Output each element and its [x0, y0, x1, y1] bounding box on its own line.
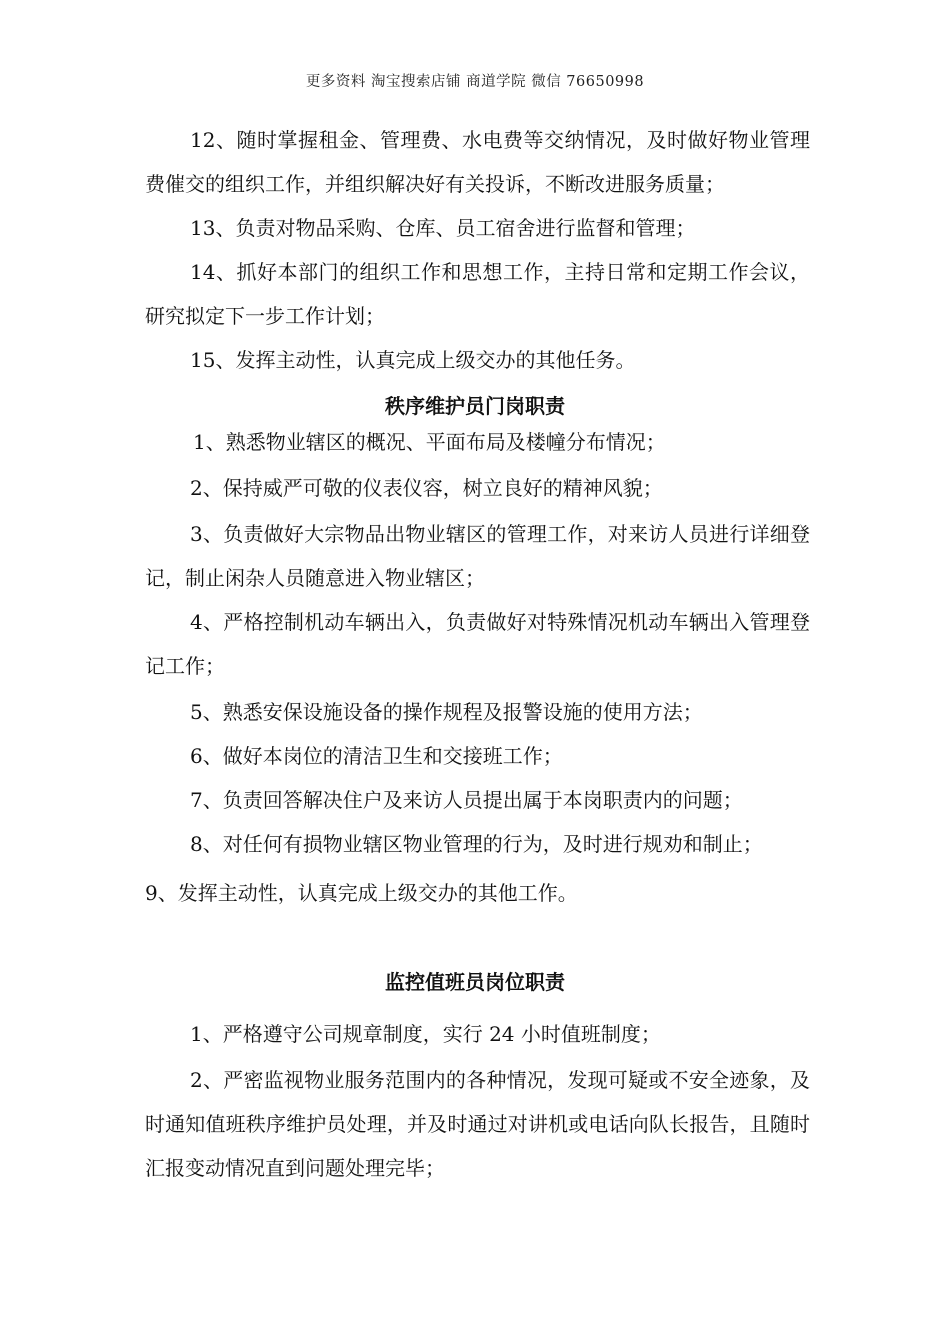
paragraph-item-13: 13、负责对物品采购、仓库、员工宿舍进行监督和管理； [190, 216, 696, 240]
page-header: 更多资料 淘宝搜索店铺 商道学院 微信 76650998 [305, 74, 645, 90]
paragraph-item-12: 12、随时掌握租金、管理费、水电费等交纳情况，及时做好物业管理费催交的组织工作，并组织解决好有关投诉，不断改进服务质量； [145, 128, 810, 196]
paragraph-order-4: 4、严格控制机动车辆出入，负责做好对特殊情况机动车辆出入管理登记工作； [145, 610, 810, 678]
paragraph-order-2: 2、保持威严可敬的仪表仪容，树立良好的精神风貌； [190, 476, 663, 500]
paragraph-order-1: 1、熟悉物业辖区的概况、平面布局及楼幢分布情况； [193, 430, 666, 454]
section-title-order: 秩序维护员门岗职责 [385, 394, 565, 418]
paragraph-order-9: 9、发挥主动性，认真完成上级交办的其他工作。 [145, 881, 578, 905]
paragraph-order-8: 8、对任何有损物业辖区物业管理的行为，及时进行规劝和制止； [190, 832, 763, 856]
paragraph-monitor-2: 2、严密监视物业服务范围内的各种情况，发现可疑或不安全迹象，及时通知值班秩序维护员处理，并及时通过对讲机或电话向队长报告，且随时汇报变动情况直到问题处理完毕； [145, 1068, 810, 1180]
paragraph-item-15: 15、发挥主动性，认真完成上级交办的其他任务。 [190, 348, 636, 372]
paragraph-order-7: 7、负责回答解决住户及来访人员提出属于本岗职责内的问题； [190, 788, 743, 812]
paragraph-order-3: 3、负责做好大宗物品出物业辖区的管理工作，对来访人员进行详细登记，制止闲杂人员随意进入物业辖区； [145, 522, 810, 590]
paragraph-order-5: 5、熟悉安保设施设备的操作规程及报警设施的使用方法； [190, 700, 703, 724]
paragraph-monitor-1: 1、严格遵守公司规章制度，实行 24 小时值班制度； [190, 1022, 661, 1046]
section-title-monitor: 监控值班员岗位职责 [385, 970, 565, 994]
paragraph-item-14: 14、抓好本部门的组织工作和思想工作，主持日常和定期工作会议，研究拟定下一步工作计划； [145, 260, 810, 328]
paragraph-order-6: 6、做好本岗位的清洁卫生和交接班工作； [190, 744, 563, 768]
